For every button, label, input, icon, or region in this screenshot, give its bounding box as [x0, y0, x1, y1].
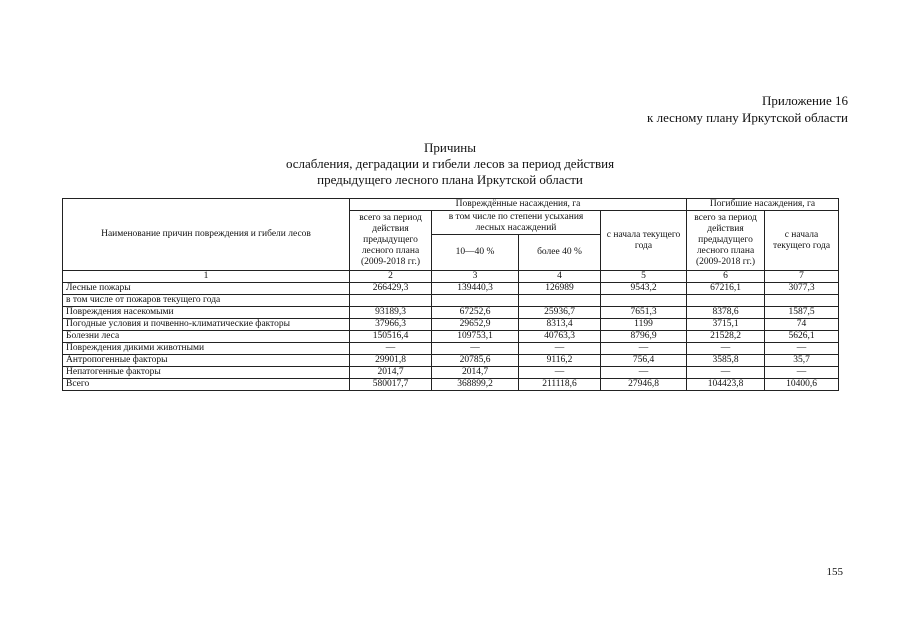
table-row	[63, 319, 839, 331]
col-number: 4	[519, 271, 601, 283]
header-dead-since-year: с начала текущего года	[765, 211, 839, 271]
col-number: 3	[432, 271, 519, 283]
row-value-cell: 1587,5	[765, 307, 839, 319]
page-number: 155	[826, 566, 843, 578]
table-row	[63, 295, 839, 307]
header-damaged: Повреждённые насаждения, га	[350, 199, 687, 211]
row-cause-name: Болезни леса	[63, 331, 350, 343]
row-value-cell: —	[687, 367, 765, 379]
row-value-cell: 27946,8	[601, 379, 687, 391]
row-value-cell: 74	[765, 319, 839, 331]
row-value-cell: 126989	[519, 283, 601, 295]
appendix-number: Приложение 16	[761, 93, 848, 108]
header-dead: Погибшие насаждения, га	[687, 199, 839, 211]
row-value-cell: 40763,3	[519, 331, 601, 343]
header-drying-degree: в том числе по степени усыхания лесных насаждений	[432, 211, 601, 235]
row-cause-name: Антропогенные факторы	[63, 355, 350, 367]
row-cause-name: Повреждения насекомыми	[63, 307, 350, 319]
header-pct-over-40: более 40 %	[519, 235, 601, 271]
col-number: 1	[63, 271, 350, 283]
row-value-cell: 1199	[601, 319, 687, 331]
appendix-heading	[647, 92, 848, 126]
table-row	[63, 331, 839, 343]
row-value-cell: 8796,9	[601, 331, 687, 343]
row-value-cell: 25936,7	[519, 307, 601, 319]
row-value-cell: 29652,9	[432, 319, 519, 331]
header-dead-total: всего за период действия предыдущего лесного плана (2009-2018 гг.)	[687, 211, 765, 271]
header-damaged-total: всего за период действия предыдущего лесного плана (2009-2018 гг.)	[350, 211, 432, 271]
row-value-cell: 266429,3	[350, 283, 432, 295]
row-value-cell: —	[432, 343, 519, 355]
col-number: 2	[350, 271, 432, 283]
row-value-cell: 7651,3	[601, 307, 687, 319]
row-value-cell: 3077,3	[765, 283, 839, 295]
table-row	[63, 307, 839, 319]
table-row	[63, 379, 839, 391]
row-value-cell: 8313,4	[519, 319, 601, 331]
row-value-cell: 20785,6	[432, 355, 519, 367]
row-value-cell: 368899,2	[432, 379, 519, 391]
appendix-reference: к лесному плану Иркутской области	[647, 110, 848, 125]
row-value-cell: —	[519, 367, 601, 379]
title-line-3: предыдущего лесного плана Иркутской области	[317, 172, 583, 187]
row-value-cell	[350, 295, 432, 307]
col-number: 7	[765, 271, 839, 283]
row-cause-name: Всего	[63, 379, 350, 391]
row-value-cell: —	[601, 367, 687, 379]
row-value-cell: 37966,3	[350, 319, 432, 331]
row-value-cell: —	[765, 343, 839, 355]
row-value-cell	[687, 295, 765, 307]
row-value-cell: 9116,2	[519, 355, 601, 367]
row-value-cell: 21528,2	[687, 331, 765, 343]
row-value-cell	[765, 295, 839, 307]
table-row	[63, 283, 839, 295]
forest-damage-table	[62, 198, 839, 391]
row-value-cell: 756,4	[601, 355, 687, 367]
document-title	[250, 140, 650, 188]
header-pct-10-40: 10—40 %	[432, 235, 519, 271]
row-cause-name: Лесные пожары	[63, 283, 350, 295]
table-row	[63, 355, 839, 367]
row-value-cell	[519, 295, 601, 307]
row-value-cell: 8378,6	[687, 307, 765, 319]
row-value-cell: 67216,1	[687, 283, 765, 295]
row-value-cell: 10400,6	[765, 379, 839, 391]
row-value-cell: —	[519, 343, 601, 355]
row-value-cell: 9543,2	[601, 283, 687, 295]
row-value-cell: 29901,8	[350, 355, 432, 367]
row-value-cell: —	[350, 343, 432, 355]
row-cause-name: Погодные условия и почвенно-климатические факторы	[63, 319, 350, 331]
row-value-cell: 3715,1	[687, 319, 765, 331]
row-cause-name: Повреждения дикими животными	[63, 343, 350, 355]
header-damaged-since-year: с начала текущего года	[601, 211, 687, 271]
row-value-cell: 5626,1	[765, 331, 839, 343]
title-line-2: ослабления, деградации и гибели лесов за период действия	[285, 156, 615, 171]
row-value-cell: 3585,8	[687, 355, 765, 367]
row-value-cell: 35,7	[765, 355, 839, 367]
row-value-cell: 139440,3	[432, 283, 519, 295]
row-value-cell: 109753,1	[432, 331, 519, 343]
row-value-cell: 93189,3	[350, 307, 432, 319]
col-number: 5	[601, 271, 687, 283]
row-value-cell: —	[687, 343, 765, 355]
row-value-cell	[432, 295, 519, 307]
table-row	[63, 367, 839, 379]
col-number: 6	[687, 271, 765, 283]
row-value-cell	[601, 295, 687, 307]
row-value-cell: 104423,8	[687, 379, 765, 391]
row-value-cell: —	[765, 367, 839, 379]
row-value-cell: 67252,6	[432, 307, 519, 319]
row-value-cell: 580017,7	[350, 379, 432, 391]
row-cause-name: Непатогенные факторы	[63, 367, 350, 379]
row-value-cell: 211118,6	[519, 379, 601, 391]
row-value-cell: 2014,7	[432, 367, 519, 379]
table-row	[63, 343, 839, 355]
column-number-row	[63, 271, 839, 283]
row-cause-name: в том числе от пожаров текущего года	[63, 295, 350, 307]
header-cause-name: Наименование причин повреждения и гибели лесов	[63, 199, 350, 271]
title-line-1: Причины	[423, 140, 477, 155]
row-value-cell: —	[601, 343, 687, 355]
row-value-cell: 2014,7	[350, 367, 432, 379]
row-value-cell: 150516,4	[350, 331, 432, 343]
